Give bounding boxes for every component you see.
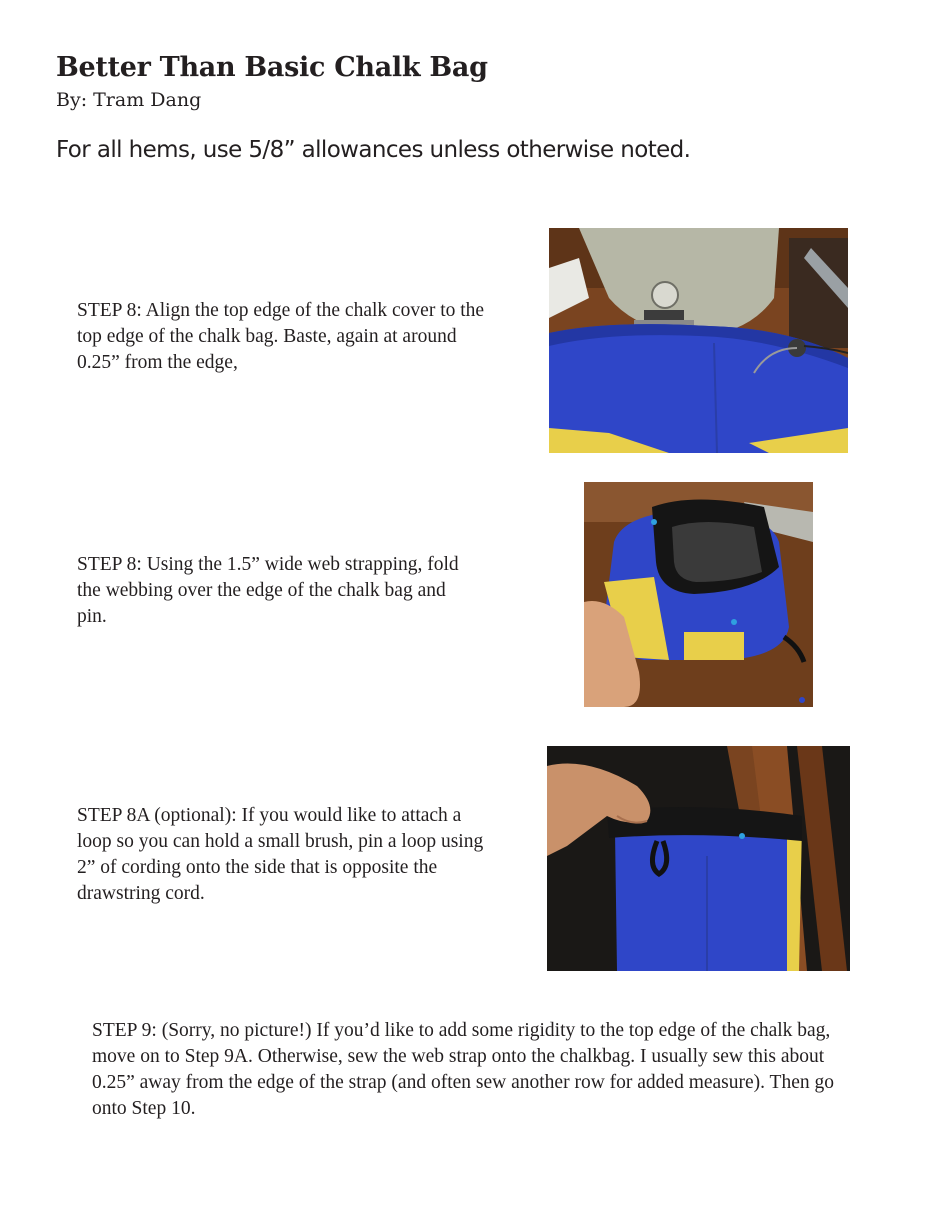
step-9-rigidity-text: STEP 9: (Sorry, no picture!) If you’d like to add some rigidity to the top edge of the chalk bag, move on to Step 9A. Otherwise, sew the web strap onto the chalkbag. I usually sew this about 0.25” away from the edge of the strap (and often sew another row for added measure). Then go onto Step 10.	[92, 1020, 834, 1119]
page-title: Better Than Basic Chalk Bag	[56, 52, 488, 83]
webbing-pinned-photo	[584, 482, 813, 707]
sewing-machine-basting-photo	[549, 228, 848, 453]
hem-allowance-note: For all hems, use 5/8” allowances unless otherwise noted.	[56, 137, 691, 163]
brush-loop-photo	[547, 746, 850, 971]
author-byline: By: Tram Dang	[56, 89, 202, 111]
step-8a-loop-text: STEP 8A (optional): If you would like to attach a loop so you can hold a small brush, pin a loop using 2” of cording onto the side that is opposite the drawstring cord.	[77, 805, 484, 904]
step-8-webbing-text: STEP 8: Using the 1.5” wide web strapping, fold the webbing over the edge of the chalk bag and pin.	[77, 554, 459, 627]
step-8-basting-text: STEP 8: Align the top edge of the chalk cover to the top edge of the chalk bag. Baste, again at around 0.25” from the edge,	[77, 300, 485, 373]
